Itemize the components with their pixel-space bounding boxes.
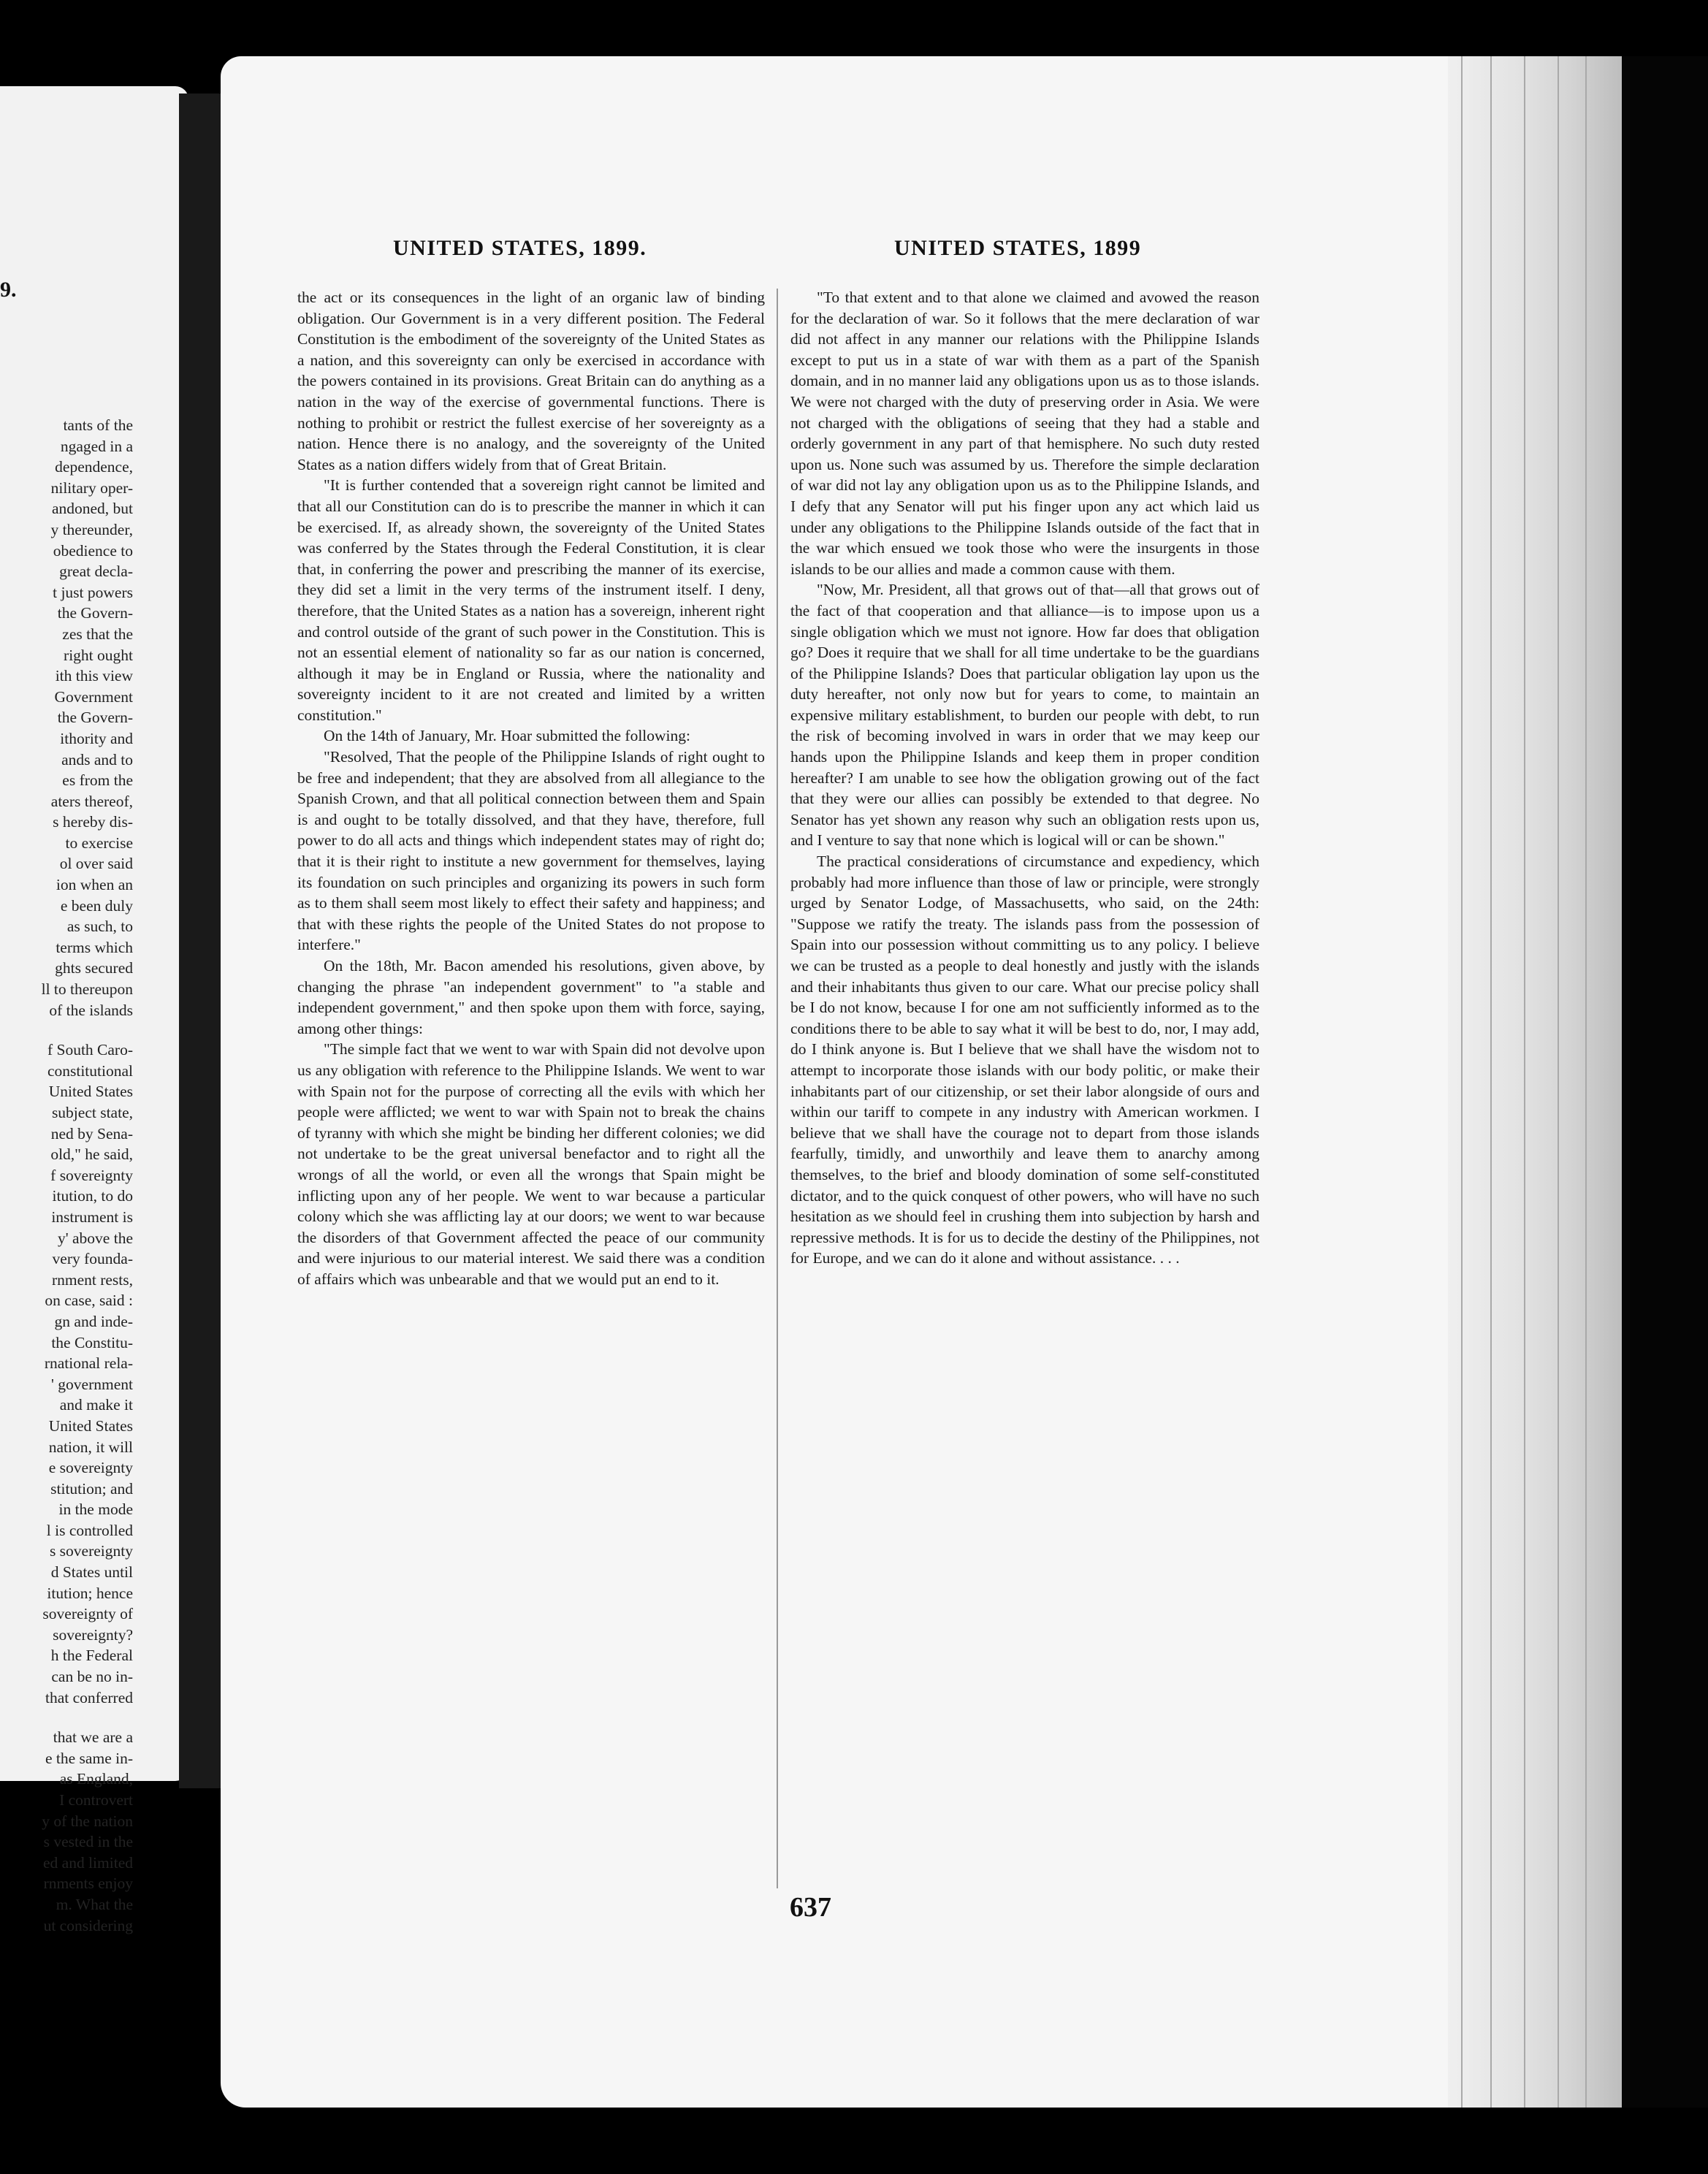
text-fragment: f sovereignty — [50, 1166, 133, 1184]
page-number: 637 — [790, 1892, 831, 1923]
text-fragment: ' government — [51, 1375, 133, 1393]
text-fragment: stitution; and — [50, 1479, 133, 1498]
text-fragment: on case, said : — [45, 1292, 133, 1310]
text-fragment: s vested in the — [43, 1833, 133, 1851]
text-fragment: United States — [48, 1416, 133, 1435]
text-fragment: ion when an — [56, 876, 133, 894]
text-fragment: can be no in- — [51, 1668, 133, 1686]
text-fragment: obedience to — [53, 541, 133, 560]
text-fragment: ands and to — [61, 750, 133, 768]
text-fragment: ed and limited — [43, 1853, 133, 1872]
left-text-column — [297, 287, 765, 1290]
scan-right-border — [1622, 56, 1708, 2108]
running-header-right: UNITED STATES, 1899 — [894, 236, 1142, 260]
text-fragment: y of the nation — [42, 1812, 133, 1830]
text-fragment: constitutional — [47, 1061, 133, 1080]
paragraph: On the 18th, Mr. Bacon amended his resolutions, given above, by changing the phrase "an independent government" to "a stable and independent government," and then spoke upon them with force, saying, among other things: — [297, 957, 765, 1037]
text-fragment: terms which — [56, 938, 133, 956]
paragraph: "Now, Mr. President, all that grows out of that—all that grows out of the fact of that cooperation and that alliance—is to impose upon us a single obligation which we must not ignore. How far does that obligation go? Does it require that we shall for all time undertake to be the guardians of the Philippine Islands? Does that particular obligation lay upon us the duty hereafter, not only now but for years to come, to maintain an expensive military establishment, to burden our people with debt, to run the risk of becoming involved in wars in order that we may keep our hands upon the Philippine Islands and keep them in proper condition hereafter? I am unable to see how the obligation growing out of the fact that they were our allies can possibly be extended to that degree. No Senator has yet shown any reason why such an obligation rests upon us, and I venture to say that none which is logical will or can be shown." — [790, 581, 1259, 850]
text-fragment: very founda- — [52, 1250, 133, 1268]
text-fragment: the Constitu- — [51, 1333, 133, 1351]
text-fragment: f South Caro- — [47, 1041, 133, 1059]
text-fragment: tants of the — [63, 416, 133, 434]
text-fragment: itution, to do — [52, 1187, 133, 1205]
text-fragment: andoned, but — [51, 500, 133, 518]
text-fragment: y thereunder, — [50, 520, 133, 538]
text-fragment: rnment rests, — [51, 1270, 133, 1289]
text-fragment: United States — [48, 1083, 133, 1101]
paragraph: On the 14th of January, Mr. Hoar submitted the following: — [324, 727, 690, 745]
left-page-fragment — [0, 86, 188, 1934]
text-fragment: ut considering — [43, 1916, 133, 1934]
text-fragment: nation, it will — [48, 1438, 133, 1456]
main-page — [221, 56, 1622, 2108]
text-fragment: ll to thereupon — [41, 980, 133, 999]
paragraph: "Resolved, That the people of the Philippine Islands of right ought to be free and independent; that they are absolved from all allegiance to the Spanish Crown, and that all political connection between them and Spain is and ought to be totally dissolved, and that they have, therefore, full power to do all acts and things which independent states may of right do; that it is their right to institute a new government for themselves, laying its foundation on such principles and organizing its powers in such form as to them shall seem most likely to effect their safety and happiness; and that with these rights the people of the United States do not propose to interfere." — [297, 748, 765, 954]
fragment-gap — [0, 1021, 133, 1040]
paragraph: The practical considerations of circumstance and expediency, which probably had more influence than those of law or principle, were strongly urged by Senator Lodge, of Massachusetts, who said, on the 24th: "Suppose we ratify the treaty. The islands pass from the possession of Spain into our possession without committing us to any policy. I believe we can be trusted as a people to deal honestly and justly with the islands and their inhabitants thus given to our care. What our precise policy shall be I do not know, because I for one am not sufficiently informed as to the conditions there to be able to say what it will be best to do, nor, I may add, do I think anyone is. But I believe that we shall have the wisdom not to attempt to incorporate those islands with our body politic, or make their inhabitants part of our citizenship, or set their labor alongside of ours and within our tariff to compete in any industry with American workmen. I believe that we shall have the courage not to depart from those islands fearfully, timidly, and unworthily and leave them to anarchy among themselves, to the brief and bloody domination of some self-constituted dictator, and to the quick conquest of other powers, who will have no such hesitation as we should feel in crushing them into subjection by harsh and repressive methods. It is for us to decide the destiny of the Philippines, not for Europe, and we can do it alone and without assistance. . . . — [790, 853, 1259, 1267]
text-fragment: great decla- — [59, 562, 133, 581]
text-fragment: subject state, — [51, 1104, 133, 1121]
text-fragment: e been duly — [60, 896, 133, 915]
text-fragment: sovereignty of — [42, 1605, 133, 1623]
text-fragment: ned by Sena- — [50, 1124, 133, 1143]
text-fragment: the Govern- — [57, 604, 133, 622]
fragment-gap — [0, 1708, 133, 1727]
text-fragment: old," he said, — [50, 1145, 133, 1164]
text-fragment: ghts secured — [55, 959, 133, 977]
paragraph: "The simple fact that we went to war with Spain did not devolve upon us any obligation with reference to the Philippine Islands. We went to war with Spain not for the purpose of correcting all the evils with which her people were afflicted; we went to war with Spain not to break the chains of tyranny with which she might be binding her different colonies; we did not undertake to be the great universal benefactor and to right all the wrongs of all the world, or even all the wrongs that Spain might be inflicting upon any of her people. We went to war because a particular colony which she was afflicting lay at our doors; we went to war because the disorders of that Government affected the peace of our community and were injurious to our material interest. We said there was a condition of affairs which was unbearable and that we would put an end to it. — [297, 1040, 765, 1288]
text-fragment: rnational rela- — [44, 1354, 133, 1373]
text-fragment: y' above the — [58, 1229, 133, 1247]
page-edge-stack — [1448, 56, 1622, 2108]
text-fragment: d States until — [50, 1563, 133, 1582]
text-fragment: h the Federal — [50, 1647, 133, 1665]
text-fragment: l is controlled — [46, 1521, 133, 1539]
right-text-column — [790, 287, 1259, 1269]
text-fragment: aters thereof, — [50, 792, 133, 810]
text-fragment: as such, to — [66, 918, 133, 936]
text-fragment: ol over said — [59, 855, 133, 873]
text-fragment: itution; hence — [47, 1584, 133, 1602]
text-fragment: I controvert — [59, 1791, 133, 1809]
text-fragment: of the islands — [49, 1001, 133, 1019]
text-fragment: as England, — [59, 1770, 133, 1788]
text-fragment: zes that the — [62, 625, 133, 643]
text-fragment: nilitary oper- — [50, 478, 133, 497]
left-page-number-fragment: 9. — [0, 278, 17, 302]
book-gutter — [179, 94, 226, 1788]
text-fragment: ngaged in a — [60, 437, 133, 455]
running-header-left: UNITED STATES, 1899. — [393, 236, 647, 260]
text-fragment: in the mode — [58, 1500, 133, 1519]
text-fragment: the Govern- — [57, 709, 133, 727]
text-fragment: rnments enjoy — [43, 1874, 133, 1893]
text-fragment: dependence, — [55, 458, 133, 476]
text-fragment: ith this view — [55, 667, 133, 685]
text-fragment: that we are a — [53, 1728, 133, 1747]
text-fragment: s sovereignty — [49, 1542, 133, 1560]
text-fragment: right ought — [64, 646, 133, 664]
paragraph: "It is further contended that a sovereign right cannot be limited and that all our Constitution can do is to prescribe the manner in which it can be exercised. If, as already shown, the sovereignty of the United States was conferred by the States through the Federal Constitution, it is clear that, in conferring the power and prescribing the manner of its exercise, they did set a limit in the very terms of the instrument itself. I deny, therefore, that the United States as a nation has a sovereign, inherent right and control outside of the grant of such power in the Constitution. This is not an essential element of nationality so far as our nation is concerned, although it may be in England or Russia, where the nationality and sovereignty incident to it are not created and limited by a written constitution." — [297, 476, 765, 724]
text-fragment: e sovereignty — [48, 1459, 133, 1477]
text-fragment: gn and inde- — [54, 1312, 133, 1330]
text-fragment: e the same in- — [45, 1749, 133, 1767]
column-rule — [777, 289, 778, 1888]
paragraph: "To that extent and to that alone we claimed and avowed the reason for the declaration of war. So it follows that the mere declaration of war did not affect in any manner our relations with the Philippine Islands except to put us in a state of war with them as a part of the Spanish domain, and in no manner laid any obligations upon us as to those islands. We were not charged with the duty of preserving order in Asia. We were not charged with the obligations of seeing that they had a stable and orderly government in any part of that hemisphere. No such duty rested upon us. None such was assumed by us. Therefore the simple declaration of war did not lay any obligation upon us as to the Philippine Islands, and I defy that any Senator will put his finger upon any act which laid us under any obligations to the Philippine Islands outside of the fact that in the war which ensued we took those who were the insurgents in those islands to be our allies and made a common cause with them. — [790, 289, 1259, 578]
text-fragment: instrument is — [51, 1208, 133, 1226]
text-fragment: es from the — [62, 771, 133, 790]
text-fragment: ithority and — [60, 729, 133, 747]
left-page-text-fragments — [0, 415, 133, 1936]
text-fragment: t just powers — [53, 583, 133, 601]
text-fragment: Government — [54, 687, 133, 706]
text-fragment: m. What the — [56, 1895, 133, 1913]
text-fragment: and make it — [59, 1396, 133, 1414]
text-fragment: that conferred — [45, 1688, 133, 1706]
paragraph: the act or its consequences in the light of an organic law of binding obligation. Our Government is in a very different position. The Federal Constitution is the embodiment of the sovereignty of the United States as a nation, and this sovereignty can only be exercised in accordance with the powers contained in its provisions. Great Britain can do anything as a nation in the way of the exercise of governmental functions. There is nothing to prohibit or restrict the fullest exercise of her sovereignty as a nation. Hence there is no analogy, and the sovereignty of the United States as a nation differs widely from that of Great Britain. — [297, 289, 765, 473]
text-fragment: sovereignty? — [53, 1625, 133, 1644]
text-fragment: to exercise — [65, 834, 133, 852]
text-fragment: s hereby dis- — [53, 813, 133, 831]
